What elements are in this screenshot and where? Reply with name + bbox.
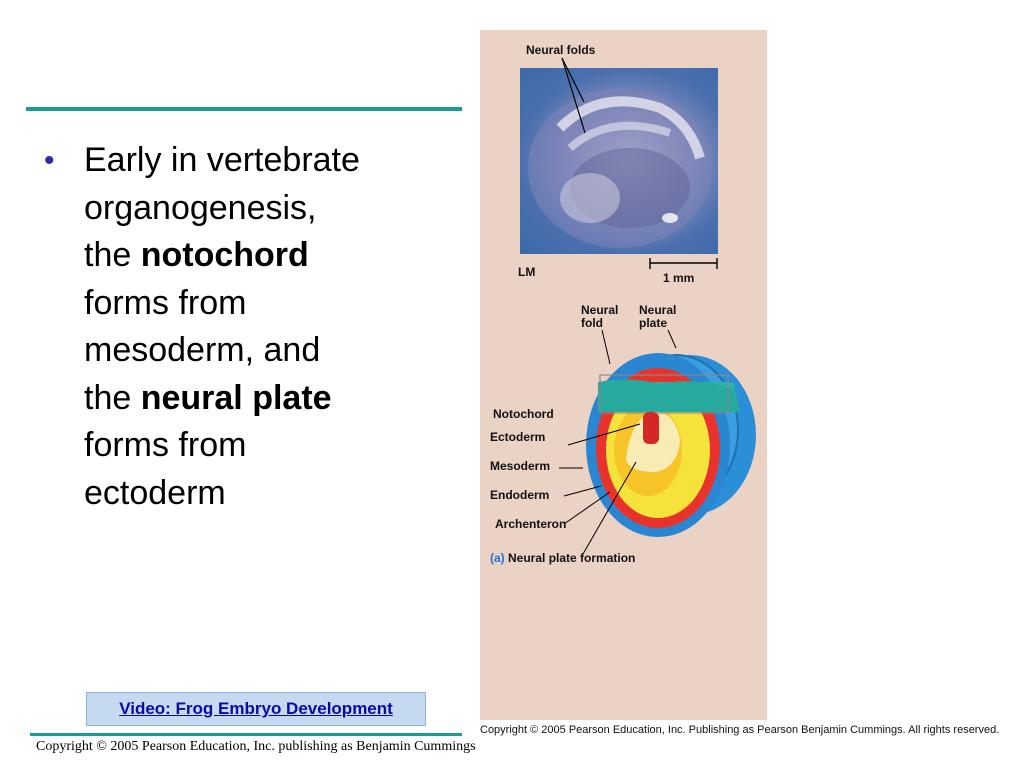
- bullet-line: [84, 232, 444, 280]
- label-ectoderm: Ectoderm: [490, 430, 546, 444]
- bullet-line: [84, 327, 444, 375]
- bullet-line-text: the: [84, 378, 141, 417]
- term-notochord: notochord: [140, 236, 309, 274]
- bullet-line: [84, 470, 444, 518]
- term-neural-plate: neural plate: [140, 378, 332, 417]
- label-lm: LM: [518, 265, 536, 279]
- bullet-line-text: organogenesis,: [84, 188, 317, 227]
- label-neural-fold: Neural fold: [581, 303, 619, 330]
- top-accent-rule: [26, 107, 462, 111]
- neural-plate-diagram: [480, 300, 767, 720]
- label-notochord: Notochord: [493, 407, 554, 421]
- label-scale: 1 mm: [663, 271, 695, 285]
- label-archenteron: Archenteron: [495, 517, 567, 531]
- bullet-line: [84, 137, 444, 185]
- bullet-line-text: ectoderm: [84, 473, 226, 512]
- bullet-line: [84, 422, 444, 470]
- figure-copyright: Copyright © 2005 Pearson Education, Inc. Publishing as Pearson Benjamin Cummings. All rights reserved.: [480, 724, 1000, 736]
- footer-copyright: Copyright © 2005 Pearson Education, Inc. publishing as Benjamin Cummings: [36, 739, 476, 754]
- bullet-line-text: the: [84, 236, 141, 274]
- embryo-micrograph: [520, 68, 718, 254]
- figure-panel: [480, 30, 767, 720]
- bullet-line: [84, 375, 444, 423]
- bullet-line-text: mesoderm, and: [84, 331, 321, 369]
- bullet-line: [84, 185, 444, 233]
- video-link-button[interactable]: [86, 692, 426, 726]
- bullet-text: [84, 137, 444, 517]
- label-mesoderm: Mesoderm: [490, 459, 551, 473]
- caption-text: Neural plate formation: [508, 551, 636, 565]
- bullet-line-text: forms from: [84, 426, 247, 464]
- bullet-line-text: Early in vertebrate: [84, 141, 360, 179]
- label-neural-folds: Neural folds: [526, 43, 596, 57]
- caption-letter: (a): [490, 551, 505, 565]
- video-link-text[interactable]: Video: Frog Embryo Development: [119, 699, 393, 718]
- bottom-accent-rule: [30, 733, 462, 736]
- label-neural-plate: Neural plate: [639, 303, 677, 330]
- label-endoderm: Endoderm: [490, 488, 550, 502]
- bullet-dot-icon: •: [44, 144, 55, 177]
- micrograph-detail: [520, 68, 718, 254]
- bullet-line-text: forms from: [84, 283, 247, 322]
- bullet-line: [84, 280, 444, 328]
- figure-caption: [490, 552, 635, 565]
